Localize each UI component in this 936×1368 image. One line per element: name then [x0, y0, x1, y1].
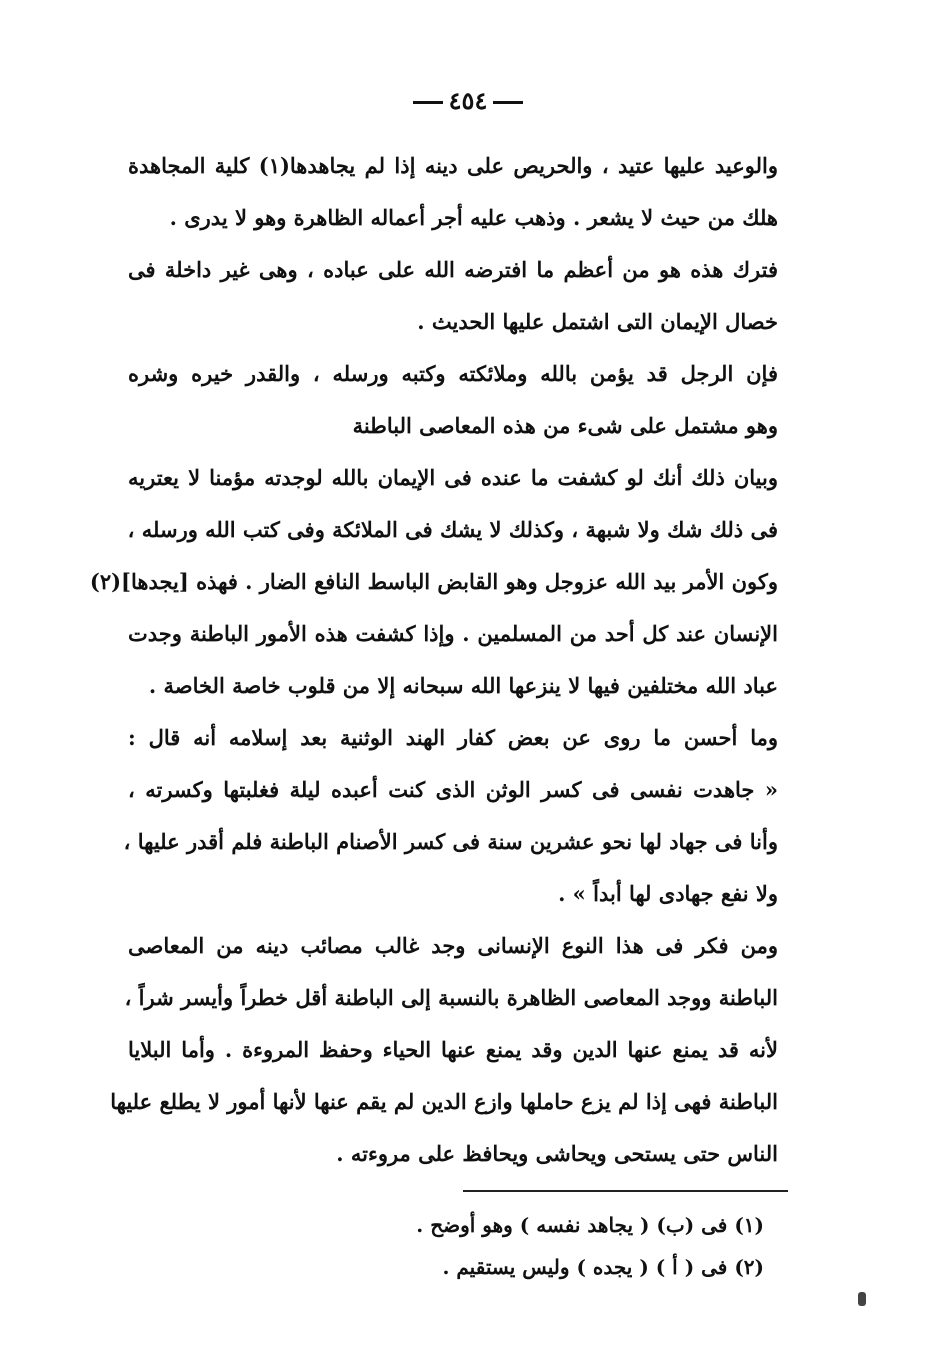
footnote-2: (٢) فى ( أ ) ( يجده ) وليس يستقيم . — [442, 1255, 764, 1279]
body-line: « جاهدت نفسى فى كسر الوثن الذى كنت أعبده ليلة فغلبتها وكسرته ، — [128, 777, 778, 802]
footnote-separator — [463, 1190, 788, 1192]
body-line: خصال الإيمان التى اشتمل عليها الحديث . — [417, 309, 778, 334]
body-line: وأنا فى جهاد لها نحو عشرين سنة فى كسر الأصنام الباطنة فلم أقدر عليها ، — [123, 829, 778, 854]
body-line: وهو مشتمل على شىء من هذه المعاصى الباطنة — [352, 413, 778, 438]
body-line: فإن الرجل قد يؤمن بالله وملائكته وكتبه ورسله ، والقدر خيره وشره — [128, 361, 778, 386]
body-line: وبيان ذلك أنك لو كشفت ما عنده فى الإيمان بالله لوجدته مؤمنا لا يعتريه — [128, 465, 778, 490]
body-line: الباطنة ووجد المعاصى الظاهرة بالنسبة إلى الباطنة أقل خطراً وأيسر شراً ، — [124, 985, 778, 1010]
body-line: والوعيد عليها عتيد ، والحريص على دينه إذا لم يجاهدها(١) كلية المجاهدة — [128, 153, 779, 178]
body-line: الباطنة فهى إذا لم يزع حاملها وازع الدين لم يقم عنها لأنها أمور لا يطلع عليها — [110, 1089, 778, 1114]
body-line: ولا نفع جهادى لها أبداً » . — [558, 881, 778, 906]
body-line: وما أحسن ما روى عن بعض كفار الهند الوثنية بعد إسلامه أنه قال : — [128, 725, 778, 750]
scan-speck — [858, 1292, 866, 1306]
footnotes — [344, 1208, 764, 1292]
page-number-value: ٤٥٤ — [448, 86, 488, 115]
body-line: الناس حتى يستحى ويحاشى ويحافظ على مروءته . — [336, 1141, 778, 1166]
body-line: فى ذلك شك ولا شبهة ، وكذلك لا يشك فى الملائكة وفى كتب الله ورسله ، — [127, 517, 778, 542]
body-line: هلك من حيث لا يشعر . وذهب عليه أجر أعماله الظاهرة وهو لا يدرى . — [169, 205, 778, 230]
body-line: الإنسان عند كل أحد من المسلمين . وإذا كشفت هذه الأمور الباطنة وجدت — [128, 621, 778, 646]
body-line: عباد الله مختلفين فيها لا ينزعها الله سبحانه إلا من قلوب خاصة الخاصة . — [148, 673, 778, 698]
footnote-1: (١) فى (ب) ( يجاهد نفسه ) وهو أوضح . — [416, 1213, 764, 1237]
page-number-dash-right — [493, 101, 523, 104]
body-line: فترك هذه هو من أعظم ما افترضه الله على عباده ، وهى غير داخلة فى — [128, 257, 778, 282]
body-text — [89, 146, 779, 1186]
body-line: وكون الأمر بيد الله عزوجل وهو القابض الباسط النافع الضار . فهذه [يجدها](٢) — [89, 569, 778, 594]
page-number — [0, 86, 936, 115]
body-line: ومن فكر فى هذا النوع الإنسانى وجد غالب مصائب دينه من المعاصى — [128, 933, 778, 958]
body-line: لأنه قد يمنع عنها الدين وقد يمنع عنها الحياء وحفظ المروءة . وأما البلايا — [128, 1037, 778, 1062]
page-number-dash-left — [413, 101, 443, 104]
